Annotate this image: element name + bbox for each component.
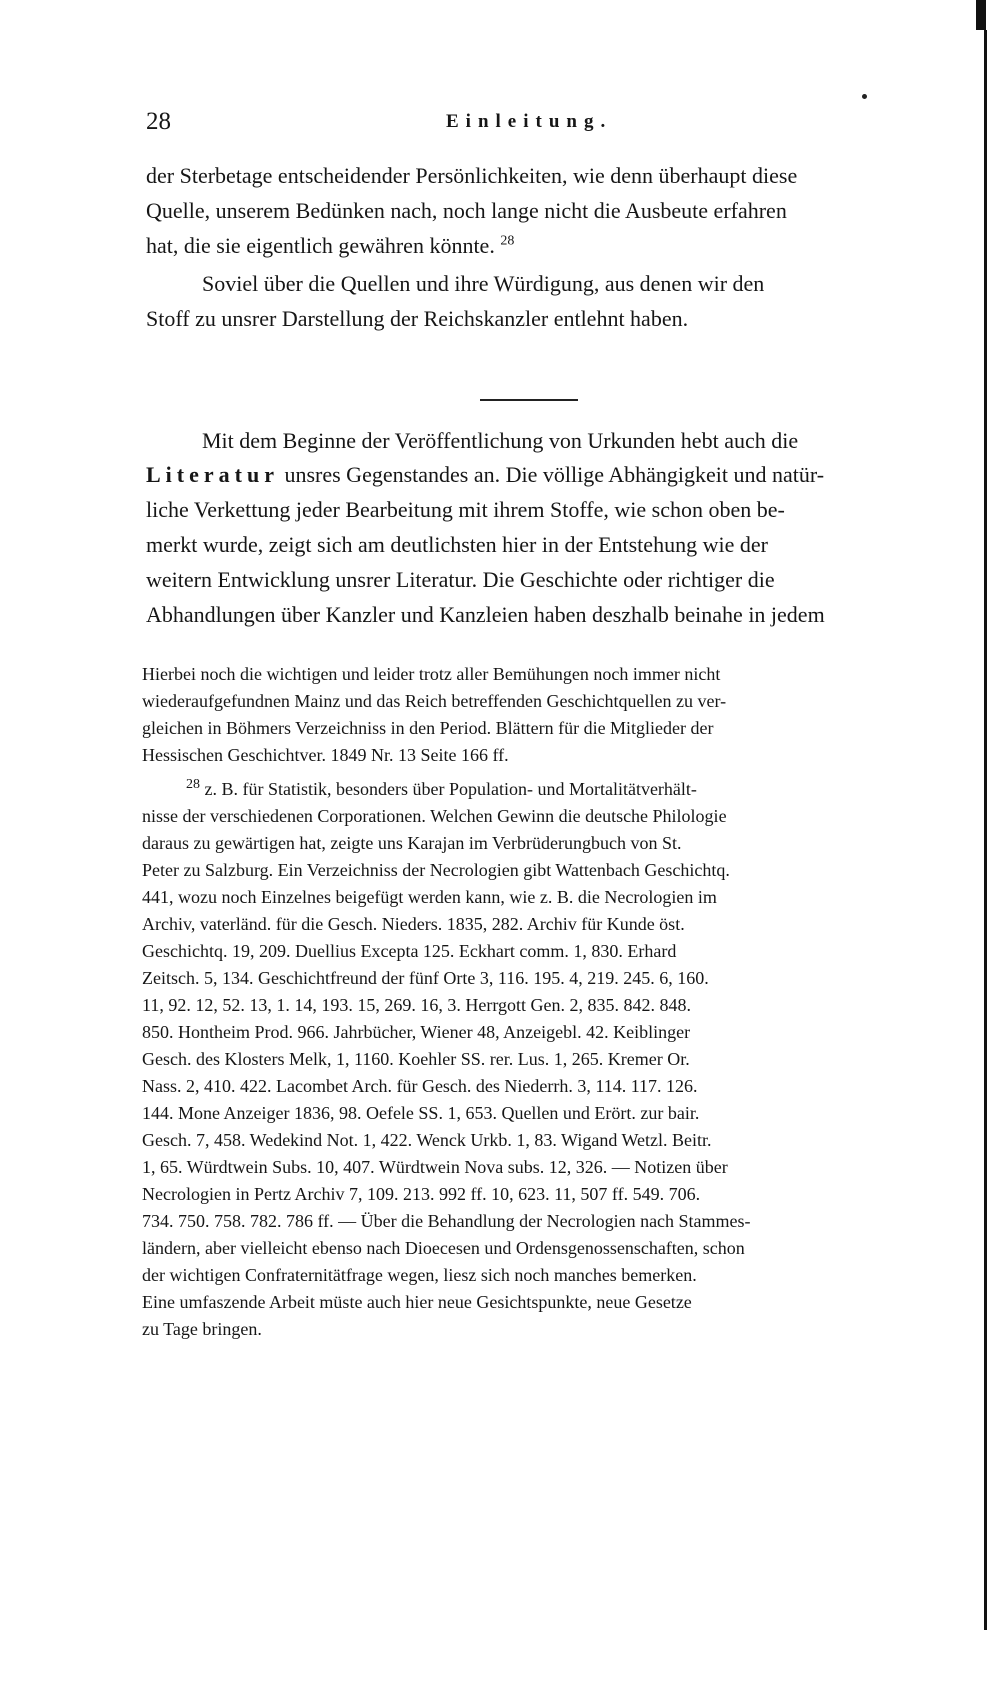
footnote-line: daraus zu gewärtigen hat, zeigte uns Karajan im Verbrüderungbuch von St. — [142, 833, 682, 853]
page-edge-rule — [984, 30, 987, 1630]
page-header — [146, 108, 668, 142]
footnote-line: zu Tage bringen. — [142, 1319, 262, 1339]
footnote-line: ländern, aber vielleicht ebenso nach Dioecesen und Ordensgenossenschaften, schon — [142, 1238, 745, 1258]
body-line: Stoff zu unsrer Darstellung der Reichskanzler entlehnt haben. — [146, 306, 689, 331]
section-separator — [480, 399, 578, 401]
footnote-line: Hierbei noch die wichtigen und leider trotz aller Bemühungen noch immer nicht — [142, 664, 721, 684]
page-number: 28 — [146, 108, 171, 135]
body-line: liche Verkettung jeder Bearbeitung mit ihrem Stoffe, wie schon oben be- — [146, 497, 785, 522]
footnote-line: 11, 92. 12, 52. 13, 1. 14, 193. 15, 269. 16, 3. Herrgott Gen. 2, 835. 842. 848. — [142, 995, 691, 1015]
footnote-line: 1, 65. Würdtwein Subs. 10, 407. Würdtwein Nova subs. 12, 326. — Notizen über — [142, 1157, 728, 1177]
footnote-line: 850. Hontheim Prod. 966. Jahrbücher, Wiener 48, Anzeigebl. 42. Keiblinger — [142, 1022, 691, 1042]
footnote-line: der wichtigen Confraternitätfrage wegen, liesz sich noch manches bemerken. — [142, 1265, 697, 1285]
footnote-text: z. B. für Statistik, besonders über Population- und Mortalitätverhält- — [200, 779, 697, 799]
body-line: Soviel über die Quellen und ihre Würdigung, aus denen wir den — [202, 271, 765, 296]
footnote-line: Hessischen Geschichtver. 1849 Nr. 13 Seite 166 ff. — [142, 745, 509, 765]
footnote-line: 144. Mone Anzeiger 1836, 98. Oefele SS. 1, 653. Quellen und Erört. zur bair. — [142, 1103, 700, 1123]
body-line: Abhandlungen über Kanzler und Kanzleien haben deszhalb beinahe in jedem — [146, 602, 825, 627]
footnote-line: gleichen in Böhmers Verzeichniss in den Period. Blättern für die Mitglieder der — [142, 718, 714, 738]
footnote-line: Archiv, vaterländ. für die Gesch. Nieders. 1835, 282. Archiv für Kunde öst. — [142, 914, 685, 934]
body-text: hat, die sie eigentlich gewähren könnte. — [146, 233, 495, 258]
footnote-line: 441, wozu noch Einzelnes beigefügt werden kann, wie z. B. die Necrologien im — [142, 887, 717, 907]
footnote-line: Zeitsch. 5, 134. Geschichtfreund der fünf Orte 3, 116. 195. 4, 219. 245. 6, 160. — [142, 968, 709, 988]
footnote-line: 734. 750. 758. 782. 786 ff. — Über die Behandlung der Necrologien nach Stammes- — [142, 1211, 751, 1231]
body-text: unsres Gegenstandes an. Die völlige Abhängigkeit und natür- — [278, 462, 825, 487]
footnote-line: Gesch. des Klosters Melk, 1, 1160. Koehler SS. rer. Lus. 1, 265. Kremer Or. — [142, 1049, 690, 1069]
footnote-line — [186, 776, 962, 802]
footnote-line: Gesch. 7, 458. Wedekind Not. 1, 422. Wenck Urkb. 1, 83. Wigand Wetzl. Beitr. — [142, 1130, 712, 1150]
body-line: merkt wurde, zeigt sich am deutlichsten hier in der Entstehung wie der — [146, 532, 768, 557]
body-line: der Sterbetage entscheidender Persönlichkeiten, wie denn überhaupt diese — [146, 163, 798, 188]
page-edge-mark — [976, 0, 986, 30]
print-speck — [862, 94, 867, 99]
body-line: Quelle, unserem Bedünken nach, noch lange nicht die Ausbeute erfahren — [146, 198, 787, 223]
body-line: weitern Entwicklung unsrer Literatur. Die Geschichte oder richtiger die — [146, 567, 775, 592]
footnote-marker: 28 — [186, 777, 200, 792]
running-head: Einleitung. — [446, 111, 613, 132]
footnote-line: Peter zu Salzburg. Ein Verzeichniss der Necrologien gibt Wattenbach Geschichtq. — [142, 860, 730, 880]
footnote-line: Nass. 2, 410. 422. Lacombet Arch. für Gesch. des Niederrh. 3, 114. 117. 126. — [142, 1076, 698, 1096]
body-line — [146, 230, 962, 262]
footnote-line: Eine umfaszende Arbeit müste auch hier neue Gesichtspunkte, neue Gesetze — [142, 1292, 692, 1312]
footnote-line: wiederaufgefundnen Mainz und das Reich betreffenden Geschichtquellen zu ver- — [142, 691, 727, 711]
footnote-reference: 28 — [500, 233, 515, 249]
footnote-line: Geschichtq. 19, 209. Duellius Excepta 125. Eckhart comm. 1, 830. Erhard — [142, 941, 677, 961]
footnote-line: nisse der verschiedenen Corporationen. Welchen Gewinn die deutsche Philologie — [142, 806, 727, 826]
emphasized-word: Literatur — [146, 462, 279, 487]
footnote-line: Necrologien in Pertz Archiv 7, 109. 213. 992 ff. 10, 623. 11, 507 ff. 549. 706. — [142, 1184, 701, 1204]
body-line: Mit dem Beginne der Veröffentlichung von Urkunden hebt auch die — [202, 428, 799, 453]
body-line — [146, 459, 962, 491]
